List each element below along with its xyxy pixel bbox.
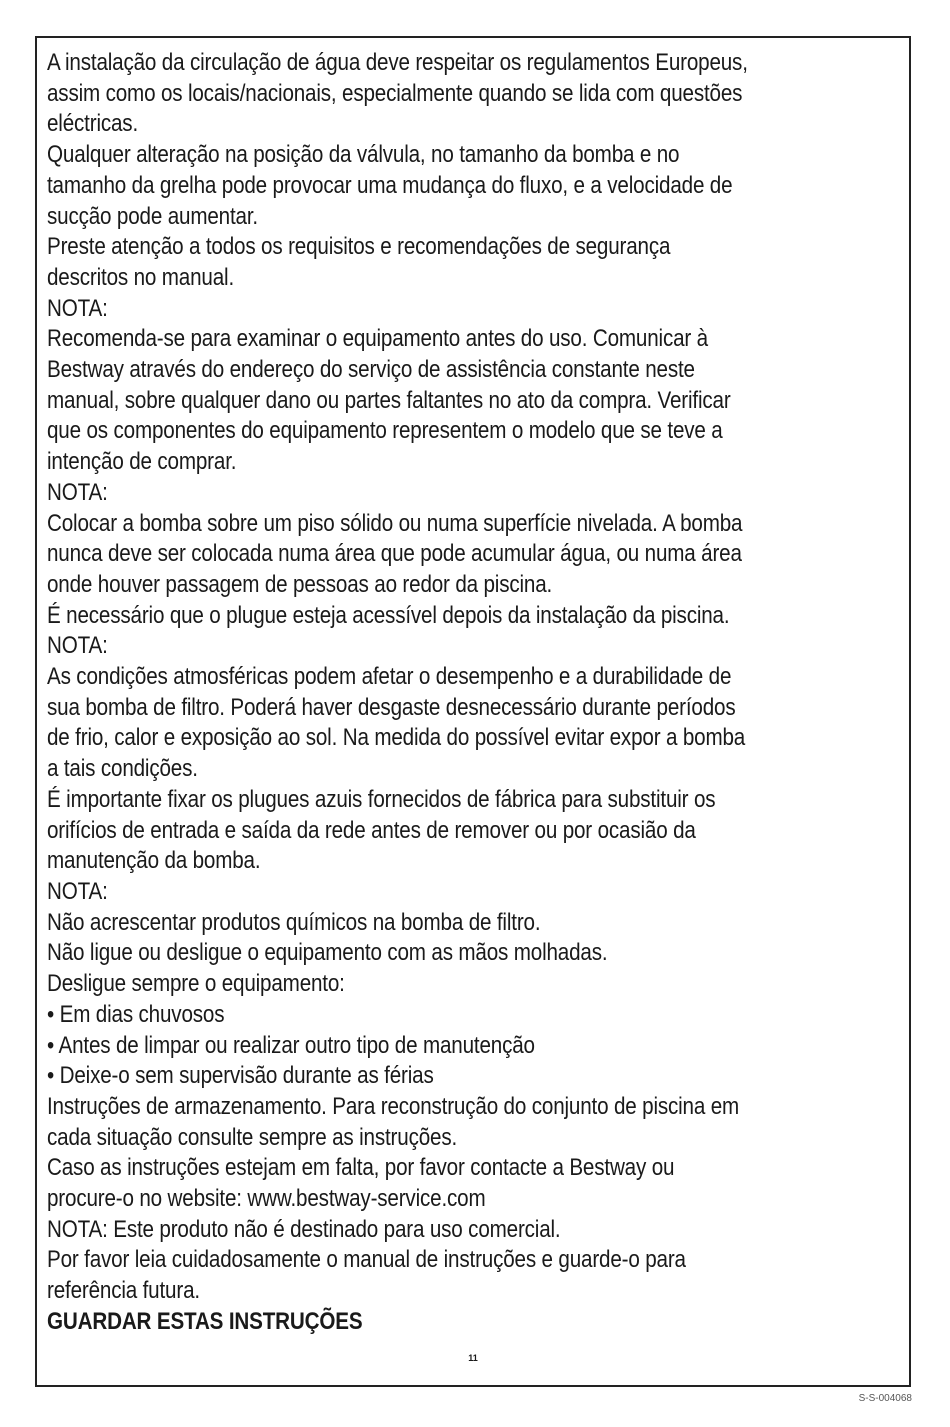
notice-line: assim como os locais/nacionais, especialmente quando se lida com questões [47,79,743,107]
notice-line: As condições atmosféricas podem afetar o desempenho e a durabilidade de [47,663,732,691]
notice-text [47,48,899,1338]
notice-line: A instalação da circulação de água deve respeitar os regulamentos Europeus, [47,49,748,76]
notice-line: onde houver passagem de pessoas ao redor da piscina. [47,570,553,598]
notice-line: Qualquer alteração na posição da válvula, no tamanho da bomba e no [47,141,680,169]
notice-line: referência futura. [47,1277,200,1305]
notice-line: nunca deve ser colocada numa área que pode acumular água, ou numa área [47,540,742,568]
document-code: S-S-004068 [858,1393,912,1404]
notice-line: É necessário que o plugue esteja acessível depois da instalação da piscina. [47,601,730,629]
notice-line: cada situação consulte sempre as instruções. [47,1123,458,1151]
notice-line: tamanho da grelha pode provocar uma mudança do fluxo, e a velocidade de [47,171,733,199]
notice-line: Preste atenção a todos os requisitos e recomendações de segurança [47,233,671,261]
notice-line: que os componentes do equipamento representem o modelo que se teve a [47,417,723,445]
notice-line: procure-o no website: www.bestway-service.com [47,1185,486,1213]
notice-line: Caso as instruções estejam em falta, por favor contacte a Bestway ou [47,1154,675,1182]
page-number: 11 [468,1353,478,1363]
notice-line: NOTA: Este produto não é destinado para uso comercial. [47,1215,561,1243]
notice-line: Não acrescentar produtos químicos na bomba de filtro. [47,908,541,936]
notice-line: NOTA: [47,877,108,905]
notice-line: Colocar a bomba sobre um piso sólido ou numa superfície nivelada. A bomba [47,509,743,537]
notice-line: • Deixe-o sem supervisão durante as férias [47,1062,434,1090]
notice-line: Não ligue ou desligue o equipamento com as mãos molhadas. [47,939,608,967]
notice-line: Recomenda-se para examinar o equipamento antes do uso. Comunicar à [47,325,708,353]
notice-line: Por favor leia cuidadosamente o manual de instruções e guarde-o para [47,1246,686,1274]
notice-line: • Antes de limpar ou realizar outro tipo de manutenção [47,1031,535,1059]
notice-line: Desligue sempre o equipamento: [47,970,345,998]
notice-line: orifícios de entrada e saída da rede antes de remover ou por ocasião da [47,816,696,844]
notice-line: de frio, calor e exposição ao sol. Na medida do possível evitar expor a bomba [47,724,746,752]
notice-line: descritos no manual. [47,263,235,291]
notice-line: NOTA: [47,478,108,506]
notice-line: manutenção da bomba. [47,847,261,875]
notice-line: Bestway através do endereço do serviço de assistência constante neste [47,356,695,384]
notice-line: sua bomba de filtro. Poderá haver desgaste desnecessário durante períodos [47,693,736,721]
notice-line: NOTA: [47,632,108,660]
notice-line: NOTA: [47,294,108,322]
notice-frame [35,36,911,1387]
save-instructions-heading: GUARDAR ESTAS INSTRUÇÕES [47,1307,363,1335]
notice-line: intenção de comprar. [47,448,237,476]
notice-line: sucção pode aumentar. [47,202,258,230]
notice-line: É importante fixar os plugues azuis fornecidos de fábrica para substituir os [47,785,716,813]
notice-line: Instruções de armazenamento. Para reconstrução do conjunto de piscina em [47,1092,740,1120]
notice-line: manual, sobre qualquer dano ou partes faltantes no ato da compra. Verificar [47,386,731,414]
notice-line: • Em dias chuvosos [47,1000,225,1028]
notice-line: a tais condições. [47,755,198,783]
notice-line: eléctricas. [47,110,139,138]
